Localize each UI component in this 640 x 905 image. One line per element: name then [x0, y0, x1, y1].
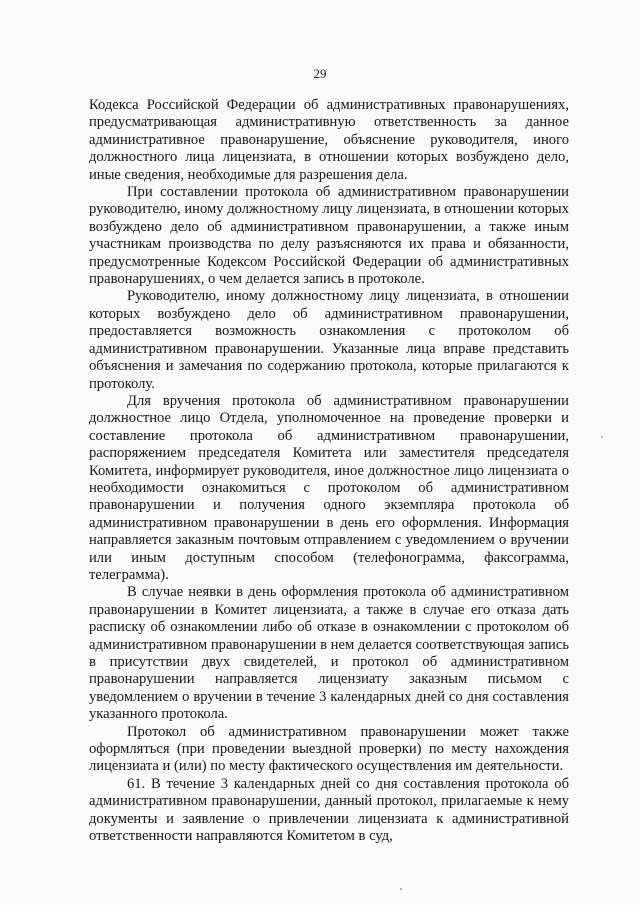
paragraph-delivery: Для вручения протокола об административном правонарушении должностное лицо Отдела, уполномоченное на проведение проверки и составление протокола об административном правонарушении, распоряжением председателя Комитета или заместителя председателя Комитета, информирует руководителя, иное должностное лицо лицензиата о необходимости ознакомиться с протоколом об административном правонарушении и получения одного экземпляра протокола об административном правонарушении в день его оформления. Информация направляется заказным почтовым отправлением с уведомлением о вручении или иным доступным способом (телефонограмма, факсограмма, телеграмма).: [89, 392, 569, 583]
paragraph-onsite-protocol: Протокол об административном правонарушении может также оформляться (при проведении выездной проверки) по месту нахождения лицензиата и (или) по месту фактического осуществления им деятельности.: [89, 723, 569, 775]
paragraph-continuation: Кодекса Российской Федерации об административных правонарушениях, предусматривающая административную ответственность за данное административное правонарушение, объяснение руководителя, иного должностного лица лицензиата, в отношении которых возбуждено дело, иные сведения, необходимые для разрешения дела.: [89, 97, 569, 183]
paragraph-familiarization: Руководителю, иному должностному лицу лицензиата, в отношении которых возбуждено дело об административном правонарушении, предоставляется возможность ознакомления с протоколом об административном правонарушении. Указанные лица вправе представить объяснения и замечания по содержанию протокола, которые прилагаются к протоколу.: [89, 288, 569, 392]
paragraph-rights-explanation: При составлении протокола об административном правонарушении руководителю, иному должностному лицу лицензиата, в отношении которых возбуждено дело об административном правонарушении, а также иным участникам производства по делу разъясняются их права и обязанности, предусмотренные Кодексом Российской Федерации об административных правонарушениях, о чем делается запись в протоколе.: [89, 184, 569, 288]
paragraph-item-61: 61. В течение 3 календарных дней со дня составления протокола об административном правонарушении, данный протокол, прилагаемые к нему документы и заявление о привлечении лицензиата к административной ответственности направляются Комитетом в суд,: [89, 775, 569, 845]
scan-speck: [400, 888, 402, 890]
paragraph-non-appearance: В случае неявки в день оформления протокола об административном правонарушении в Комитет лицензиата, а также в случае его отказа дать расписку об ознакомлении либо об отказе в ознакомлении с протоколом об административном правонарушении в нем делается соответствующая запись в присутствии двух свидетелей, и протокол об административном правонарушении направляется лицензиату заказным письмом с уведомлением о вручении в течение 3 календарных дней со дня составления указанного протокола.: [89, 584, 569, 723]
scan-speck: [601, 436, 603, 438]
page-number: 29: [313, 66, 327, 81]
body-text: [89, 97, 569, 845]
